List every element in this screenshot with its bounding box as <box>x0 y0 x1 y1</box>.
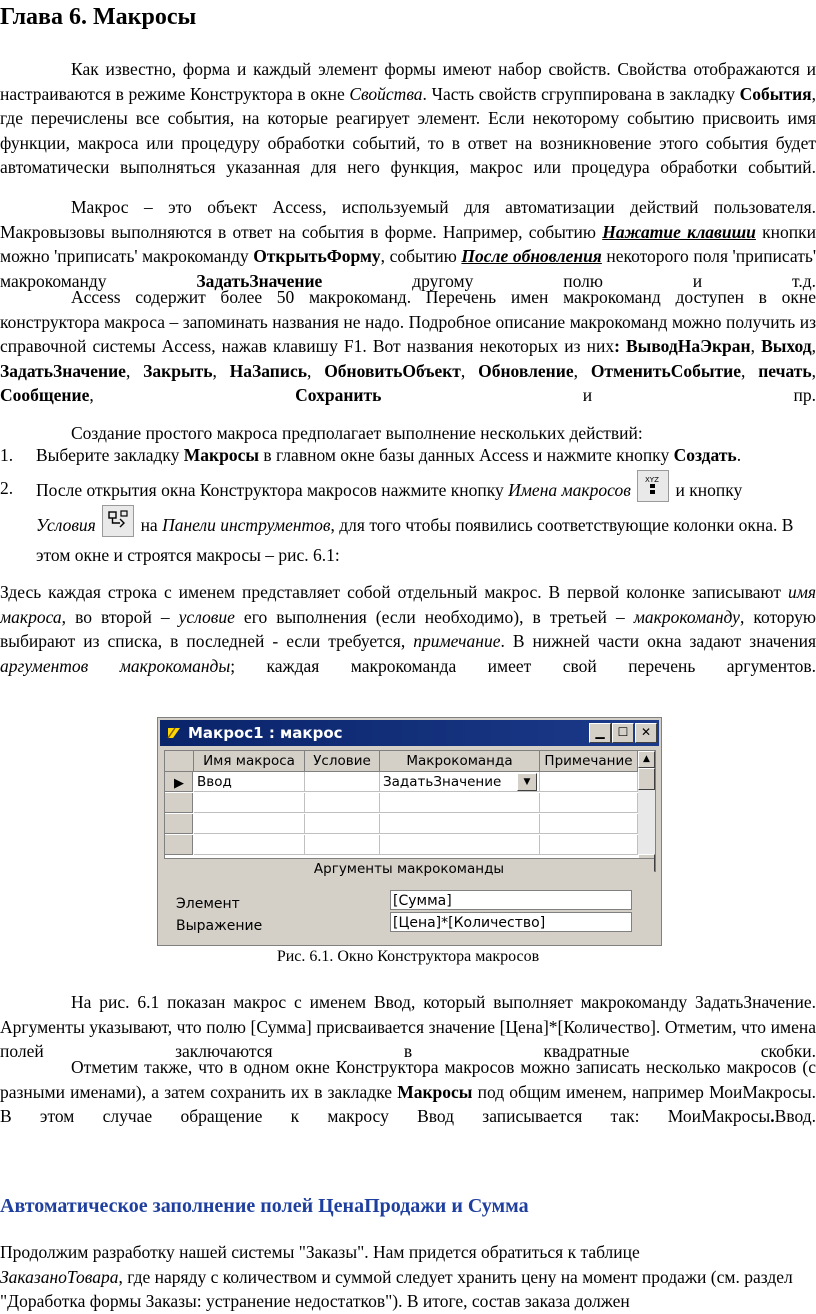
svg-text:XYZ: XYZ <box>645 476 660 484</box>
text-bold: Создать <box>673 445 737 465</box>
text-bold: . <box>770 1106 775 1126</box>
cell-note[interactable] <box>540 814 638 834</box>
argument-label-element: Элемент <box>176 896 240 912</box>
paragraph-macro-list <box>0 285 816 408</box>
sep: , <box>750 336 762 356</box>
text-bold: Макросы <box>183 445 260 465</box>
text-bold: Обновление <box>478 360 574 381</box>
text-bold: ОтменитьСобытие <box>590 360 741 381</box>
chapter-heading: Глава 6. Макросы <box>0 4 197 30</box>
text: на <box>136 515 163 536</box>
paragraph-description <box>0 580 816 678</box>
sep: , <box>811 336 816 356</box>
paragraph-macro-definition <box>0 195 816 293</box>
text-italic: имя макроса <box>0 582 816 627</box>
column-header-condition[interactable]: Условие <box>305 751 380 772</box>
text: некоторого поля 'приписать' макрокоманду <box>0 246 816 291</box>
column-header-name[interactable]: Имя макроса <box>194 751 305 772</box>
paragraph-steps-intro: Создание простого макроса предполагает выполнение нескольких действий: <box>71 423 643 443</box>
text: Как известно, форма и каждый элемент формы имеют набор свойств. Свойства отображаются и настраиваются в режиме Конструктора в окне <box>0 59 816 104</box>
text-bold: Закрыть <box>143 360 213 381</box>
text-italic: Панели инструментов <box>162 515 331 536</box>
arrow-up-icon: ▲ <box>643 754 650 764</box>
paragraph-continue <box>0 1240 816 1314</box>
argument-label-expression: Выражение <box>176 918 263 934</box>
minimize-button[interactable] <box>589 723 611 743</box>
sep: , <box>306 360 325 381</box>
text-bold: Сохранить <box>295 385 382 405</box>
text: под общим именем, например МоиМакросы. В этом случае обращение к макросу Ввод записывается так: МоиМакросы <box>0 1081 816 1126</box>
sep: , <box>573 360 591 381</box>
sep: , <box>89 385 296 405</box>
cell-note[interactable] <box>540 835 638 855</box>
text: , во второй – <box>61 606 179 627</box>
text-italic: макрокоманду <box>633 606 740 627</box>
row-selector[interactable] <box>165 835 193 855</box>
list-item-2-line1 <box>36 476 816 508</box>
text: , событию <box>380 246 462 266</box>
conditions-icon[interactable] <box>102 505 134 537</box>
text: Ввод. <box>774 1106 816 1126</box>
text: Отметим также, что в одном окне Конструктора макросов можно записать несколько макросов (с разными именами), а затем сохранить их в закладке <box>0 1057 816 1102</box>
chevron-down-icon: ▼ <box>523 777 531 787</box>
cell-macro-name[interactable] <box>194 835 305 855</box>
maximize-icon: ☐ <box>617 725 629 739</box>
window-title: Макрос1 : макрос <box>188 724 343 742</box>
argument-field-expression[interactable]: [Цена]*[Количество] <box>390 912 632 932</box>
text: , где наряду с количеством и суммой следует хранить цену на момент продажи (см. раздел "Доработка формы Заказы: устранение недостатков"). В итоге, состав заказа должен <box>0 1266 793 1311</box>
cell-condition[interactable] <box>305 835 380 855</box>
cell-condition[interactable] <box>305 772 380 792</box>
arguments-header: Аргументы макрокоманды <box>164 858 654 879</box>
cell-macro-name[interactable] <box>194 814 305 834</box>
text-bold: Макросы <box>397 1081 473 1102</box>
sep: , <box>740 360 759 381</box>
text: ; каждая макрокоманда имеет свой перечень аргументов. <box>230 655 816 676</box>
text: другому полю и т.д. <box>322 270 816 291</box>
text-bold: ЗадатьЗначение <box>196 270 323 291</box>
cell-action[interactable] <box>380 814 540 834</box>
row-selector[interactable] <box>165 793 193 813</box>
figure-caption: Рис. 6.1. Окно Конструктора макросов <box>276 948 540 965</box>
row-selector-current[interactable] <box>165 772 193 792</box>
cell-condition[interactable] <box>305 814 380 834</box>
text: , которую выбирают из списка, в последней - если требуется, <box>0 606 816 651</box>
text-bold: печать <box>758 360 812 381</box>
paragraph-multiple-macros <box>0 1055 816 1129</box>
text-bold: : ВыводНаЭкран <box>614 336 751 356</box>
sep: , <box>125 360 144 381</box>
text: в главном окне базы данных Access и нажмите кнопку <box>259 445 674 465</box>
text: Access содержит более 50 макрокоманд. Перечень имен макрокоманд доступен в окне конструктора макроса – запоминать названия не надо. Подробное описание макрокоманд можно получить из справочной системы Access, нажав клавишу F1. Вот названия некоторых из них <box>0 287 816 356</box>
cell-macro-name[interactable] <box>194 793 305 813</box>
text-bold: ОбновитьОбъект <box>324 360 461 381</box>
cell-macro-name[interactable]: Ввод <box>194 772 305 792</box>
text: , для того чтобы появились соответствующие колонки окна. В этом окне и строятся макросы – рис. 6.1: <box>36 515 794 565</box>
text: . В нижней части окна задают значения <box>500 631 816 651</box>
paragraph-figure-explanation: На рис. 6.1 показан макрос с именем Ввод, который выполняет макрокоманду ЗадатьЗначение. Аргументы указывают, что полю [Сумма] присваивается значение [Цена]*[Количество]. Отметим, что имена полей заключаются в квадратные скобки. <box>0 992 816 1061</box>
sep: и пр. <box>381 385 816 405</box>
text-bold: ЗадатьЗначение <box>0 360 126 381</box>
close-button[interactable] <box>635 723 657 743</box>
text: . Часть свойств сгруппирована в закладку <box>422 83 740 104</box>
row-selector[interactable] <box>165 814 193 834</box>
sep: , <box>212 360 230 381</box>
text-italic: Свойства <box>349 83 423 104</box>
column-header-note[interactable]: Примечание <box>540 751 638 772</box>
sep: , <box>811 360 816 381</box>
argument-field-element[interactable]: [Сумма] <box>390 890 632 910</box>
text-event: После обновления <box>461 246 602 266</box>
vertical-scrollbar[interactable] <box>638 751 655 871</box>
cell-action-value: ЗадатьЗначение <box>383 774 502 790</box>
text-italic: условие <box>178 606 235 627</box>
current-row-arrow-icon: ▶ <box>174 776 184 791</box>
cell-note[interactable] <box>540 772 638 792</box>
text-bold: События <box>739 83 812 104</box>
text-bold: Выход <box>761 336 812 356</box>
cell-action[interactable] <box>380 835 540 855</box>
macro-designer-window <box>157 717 662 946</box>
text: После открытия окна Конструктора макросов нажмите кнопку <box>36 480 509 501</box>
section-heading: Автоматическое заполнение полей ЦенаПродажи и Сумма <box>0 1195 529 1217</box>
dropdown-button[interactable] <box>517 773 537 791</box>
text-italic: аргументов макрокоманды <box>0 655 231 676</box>
scroll-thumb[interactable] <box>638 768 655 790</box>
text: и кнопку <box>671 480 743 501</box>
text-bold: Сообщение <box>0 385 90 405</box>
corner-cell <box>165 751 194 772</box>
minimize-icon: ▁ <box>595 725 605 739</box>
line <box>0 1265 816 1314</box>
text-italic: Имена макросов <box>508 480 631 501</box>
text: его выполнения (если необходимо), в третьей – <box>234 606 634 627</box>
text-italic: Условия <box>36 515 96 536</box>
text-italic: примечание <box>413 631 501 651</box>
maximize-button[interactable] <box>612 723 634 743</box>
text: , где перечислены все события, на которые реагирует элемент. Если некоторому событию присвоить имя функции, макроса или процедуру обработки событий, то в ответ на возникновение этого события будет автоматически выполняться указанная для него функция, макрос или процедура обработки событий. <box>0 83 816 177</box>
sep: , <box>460 360 479 381</box>
text-italic: ЗаказаноТовара <box>0 1266 119 1287</box>
list-item-1 <box>36 443 816 468</box>
macro-grid <box>164 750 656 872</box>
cell-note[interactable] <box>540 793 638 813</box>
line: Продолжим разработку нашей системы "Заказы". Нам придется обратиться к таблице <box>0 1242 640 1262</box>
text: . <box>736 445 742 465</box>
text: Макрос – это объект Access, используемый для автоматизации действий пользователя. Макровызовы выполняются в ответ на события в форме. Например, событию <box>0 197 816 242</box>
scroll-up-button[interactable] <box>638 751 655 768</box>
text-bold: ОткрытьФорму <box>253 246 381 266</box>
list-number: 2. <box>0 478 14 498</box>
section-title <box>0 1193 529 1219</box>
column-header-action[interactable]: Макрокоманда <box>380 751 540 772</box>
cell-action[interactable] <box>380 772 540 792</box>
list-number: 1. <box>0 445 14 465</box>
macro-names-icon[interactable] <box>637 470 669 502</box>
list-item-2-rest <box>36 511 816 568</box>
macro-window-icon <box>166 725 182 741</box>
text: Выберите закладку <box>36 445 184 465</box>
text-bold: НаЗапись <box>229 360 307 381</box>
text: кнопки можно 'приписать' макрокоманду <box>0 221 816 266</box>
text-event: Нажатие клавиши <box>602 221 756 242</box>
paragraph-intro <box>0 57 816 180</box>
text: Здесь каждая строка с именем представляет собой отдельный макрос. В первой колонке записывают <box>0 582 788 602</box>
cell-condition[interactable] <box>305 793 380 813</box>
cell-action[interactable] <box>380 793 540 813</box>
chapter-title <box>0 2 196 32</box>
title-bar[interactable] <box>160 720 659 746</box>
close-icon: ✕ <box>640 725 652 739</box>
